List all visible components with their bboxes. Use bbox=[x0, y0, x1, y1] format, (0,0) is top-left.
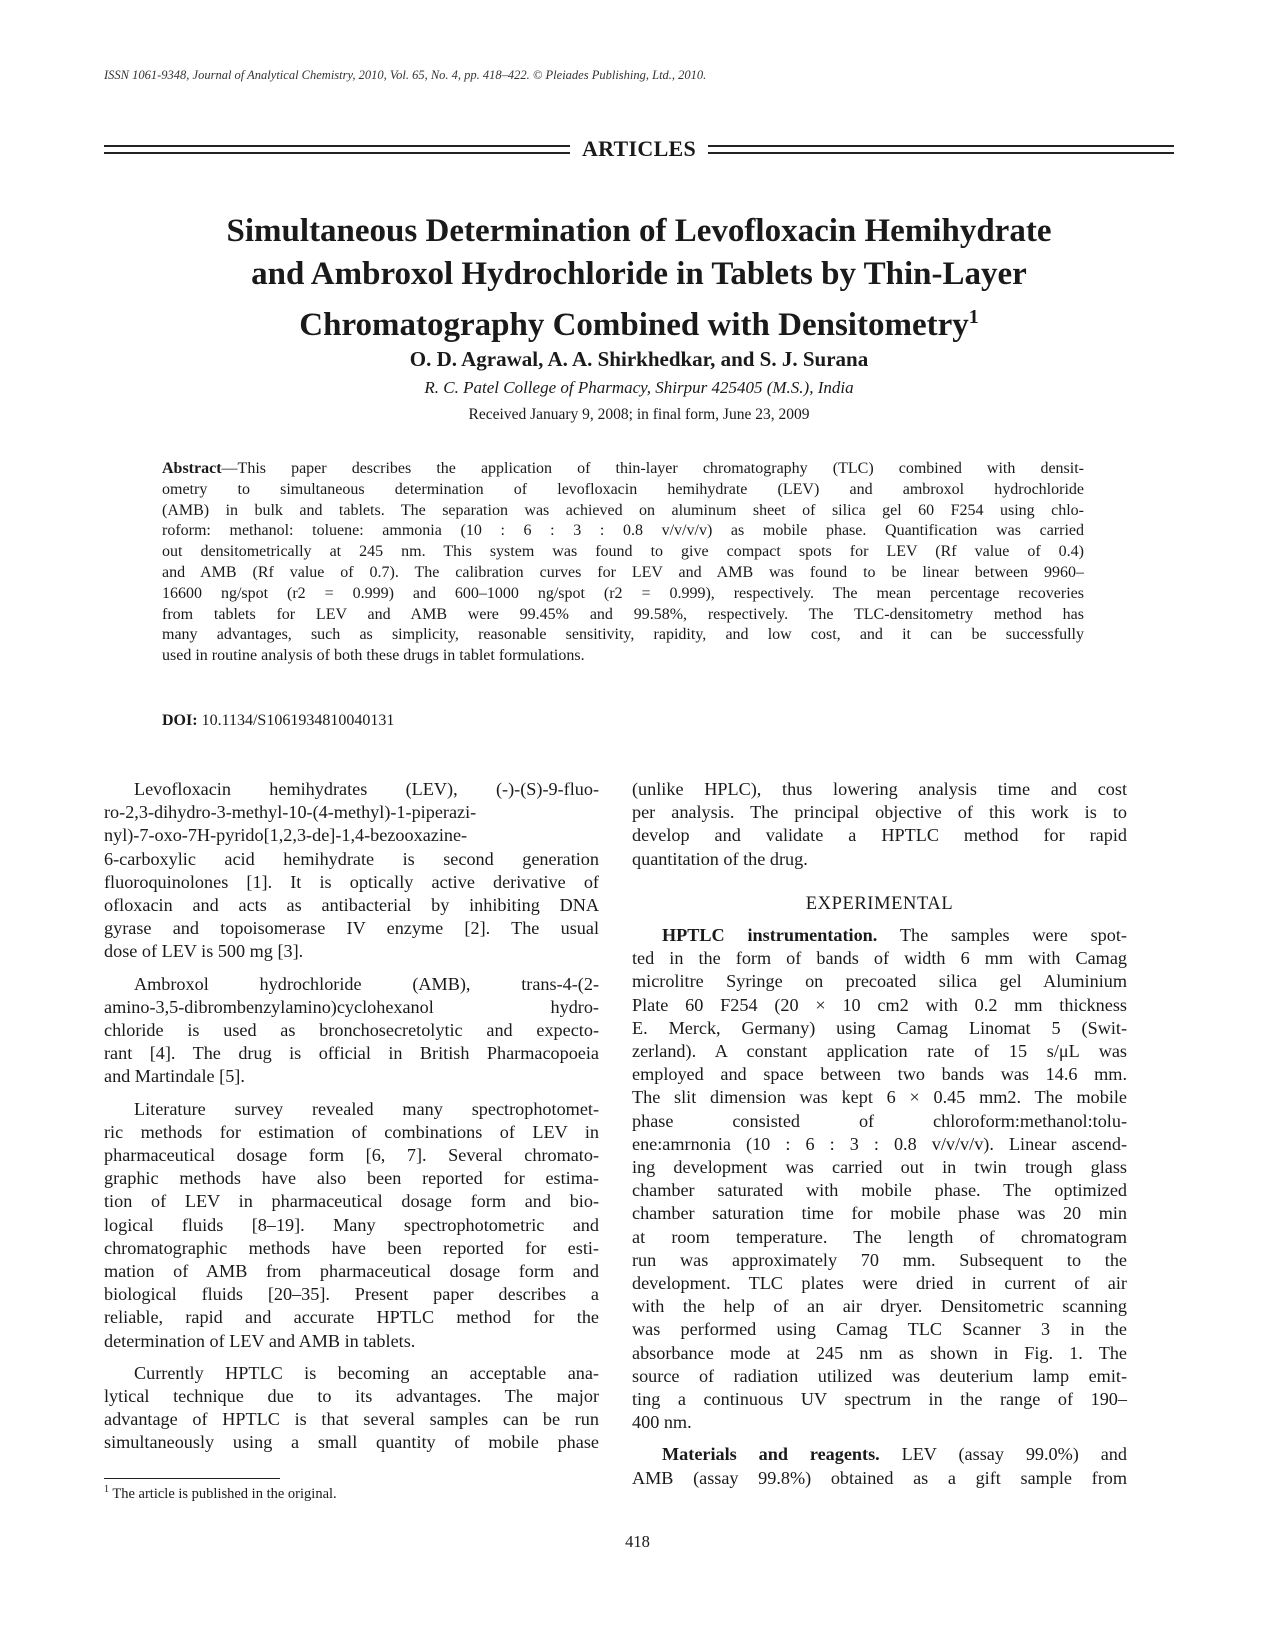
text-line: Literature survey revealed many spectrophotomet- bbox=[134, 1098, 599, 1119]
abstract-line: out densitometrically at 245 nm. This system was found to give compact spots for LEV (Rf value of 0.4) bbox=[162, 543, 1084, 561]
text-line: absorbance mode at 245 nm as shown in Fig. 1. The bbox=[632, 1342, 1127, 1363]
text-line: with the help of an air dryer. Densitometric scanning bbox=[632, 1296, 1127, 1317]
abstract-line: and AMB (Rf value of 0.7). The calibration curves for LEV and AMB was found to be linear between 9960– bbox=[162, 563, 1084, 581]
text-line: Ambroxol hydrochloride (AMB), trans-4-(2- bbox=[134, 973, 599, 994]
text-line: graphic methods have also been reported for estima- bbox=[104, 1168, 599, 1189]
abstract-line: 16600 ng/spot (r2 = 0.999) and 600–1000 ng/spot (r2 = 0.999), respectively. The mean percentage recoveries bbox=[162, 584, 1084, 602]
abstract bbox=[162, 459, 1084, 667]
text-line: ro-2,3-dihydro-3-methyl-10-(4-methyl)-1-piperazi- bbox=[104, 802, 477, 823]
abstract-line: Abstract—This paper describes the application of thin-layer chromatography (TLC) combined with densit- bbox=[162, 460, 1084, 477]
text-line: 6-carboxylic acid hemihydrate is second generation bbox=[104, 848, 599, 869]
running-header: ISSN 1061-9348, Journal of Analytical Chemistry, 2010, Vol. 65, No. 4, pp. 418–422. © Pleiades Publishing, Ltd., 2010. bbox=[104, 68, 707, 82]
text-line: Plate 60 F254 (20 × 10 cm2 with 0.2 mm thickness bbox=[632, 994, 1127, 1015]
footnote-text: The article is published in the original. bbox=[109, 1485, 337, 1502]
text-line: Levofloxacin hemihydrates (LEV), (-)-(S)-9-fluo- bbox=[134, 779, 599, 799]
text-line: was performed using Camag TLC Scanner 3 in the bbox=[632, 1319, 1127, 1340]
title-line: Chromatography Combined with Densitometry$^1$ bbox=[299, 306, 979, 343]
intro-paragraph-literature bbox=[104, 1098, 599, 1353]
title-line: Simultaneous Determination of Levofloxacin Hemihydrate bbox=[226, 213, 1052, 249]
intro-paragraph-levofloxacin bbox=[104, 778, 599, 964]
text-line: at room temperature. The length of chromatogram bbox=[632, 1226, 1127, 1247]
section-banner bbox=[104, 136, 1174, 162]
text-line: and Martindale [5]. bbox=[104, 1066, 245, 1087]
section-rule-left bbox=[104, 145, 570, 154]
doi-label: DOI: bbox=[162, 712, 198, 729]
text-line: lytical technique due to its advantages. The major bbox=[104, 1386, 599, 1407]
text-line: zerland). A constant application rate of 15 s/μL was bbox=[632, 1041, 1127, 1062]
text-line: chloride is used as bronchosecretolytic and expecto- bbox=[104, 1020, 599, 1041]
text-line: source of radiation utilized was deuterium lamp emit- bbox=[632, 1365, 1127, 1386]
text-line: amino-3,5-dibrombenzylamino)cyclohexanol hydro- bbox=[104, 996, 599, 1017]
section-rule-right bbox=[708, 145, 1174, 154]
footnote bbox=[104, 1484, 337, 1503]
paragraph-materials-reagents bbox=[632, 1443, 1127, 1489]
abstract-line: from tablets for LEV and AMB were 99.45% and 99.58%, respectively. The TLC-densitometry method has bbox=[162, 605, 1084, 623]
text-line: develop and validate a HPTLC method for rapid bbox=[632, 825, 1127, 846]
doi bbox=[162, 712, 394, 730]
text-line: per analysis. The principal objective of this work is to bbox=[632, 802, 1127, 823]
text-line: development. TLC plates were dried in current of air bbox=[632, 1273, 1127, 1294]
text-line: pharmaceutical dosage form [6, 7]. Several chromato- bbox=[104, 1145, 599, 1166]
left-column bbox=[104, 778, 599, 1464]
text-line: employed and space between two bands was 14.6 mm. bbox=[632, 1064, 1127, 1085]
intro-paragraph-continued bbox=[632, 778, 1127, 871]
text-line: ting a continuous UV spectrum in the range of 190– bbox=[632, 1389, 1127, 1410]
footnote-mark: 1 bbox=[104, 1484, 109, 1495]
text-line: gyrase and topoisomerase IV enzyme [2]. The usual bbox=[104, 918, 599, 939]
footnote-rule bbox=[104, 1478, 280, 1479]
text-line: ric methods for estimation of combinations of LEV in bbox=[104, 1121, 599, 1142]
text-line: biological fluids [20–35]. Present paper describes a bbox=[104, 1284, 599, 1305]
text-line: nyl)-7-oxo-7H-pyrido[1,2,3-de]-1,4-bezooxazine- bbox=[104, 825, 468, 846]
article-title bbox=[104, 210, 1174, 347]
text-line: microlitre Syringe on precoated silica gel Aluminium bbox=[632, 971, 1127, 992]
text-line: rant [4]. The drug is official in British Pharmacopoeia bbox=[104, 1043, 599, 1064]
received-dates: Received January 9, 2008; in final form, June 23, 2009 bbox=[468, 406, 810, 423]
text-line: The slit dimension was kept 6 × 0.45 mm2. The mobile bbox=[632, 1087, 1127, 1108]
text-line: chamber saturation time for mobile phase was 20 min bbox=[632, 1203, 1127, 1224]
text-line: chromatographic methods have been reported for esti- bbox=[104, 1237, 599, 1258]
text-line: ted in the form of bands of width 6 mm with Camag bbox=[632, 948, 1127, 969]
text-line: simultaneously using a small quantity of mobile phase bbox=[104, 1432, 599, 1453]
text-line: mation of AMB from pharmaceutical dosage form and bbox=[104, 1261, 599, 1282]
text-line: determination of LEV and AMB in tablets. bbox=[104, 1330, 416, 1351]
text-line: ene:amrnonia (10 : 6 : 3 : 0.8 v/v/v/v). Linear ascend- bbox=[632, 1133, 1127, 1154]
text-line: reliable, rapid and accurate HPTLC method for the bbox=[104, 1307, 599, 1328]
text-line: quantitation of the drug. bbox=[632, 848, 808, 869]
text-line: AMB (assay 99.8%) obtained as a gift sample from bbox=[632, 1467, 1127, 1488]
text-line: Materials and reagents. LEV (assay 99.0%) and bbox=[662, 1444, 1127, 1465]
abstract-line: roform: methanol: toluene: ammonia (10 : 6 : 3 : 0.8 v/v/v/v) as mobile phase. Quantification was carried bbox=[162, 522, 1084, 540]
text-line: logical fluids [8–19]. Many spectrophotometric and bbox=[104, 1214, 599, 1235]
text-line: (unlike HPLC), thus lowering analysis time and cost bbox=[632, 779, 1127, 799]
abstract-line: ometry to simultaneous determination of levofloxacin hemihydrate (LEV) and ambroxol hydrochloride bbox=[162, 480, 1084, 498]
text-line: run was approximately 70 mm. Subsequent to the bbox=[632, 1249, 1127, 1270]
text-line: ofloxacin and acts as antibacterial by inhibiting DNA bbox=[104, 895, 599, 916]
text-line: advantage of HPTLC is that several samples can be run bbox=[104, 1409, 599, 1430]
paragraph-heading: HPTLC instrumentation. bbox=[662, 925, 878, 946]
text-line: chamber saturated with mobile phase. The optimized bbox=[632, 1180, 1127, 1201]
text-line: tion of LEV in pharmaceutical dosage form and bio- bbox=[104, 1191, 599, 1212]
authors: O. D. Agrawal, A. A. Shirkhedkar, and S. J. Surana bbox=[409, 347, 869, 371]
affiliation: R. C. Patel College of Pharmacy, Shirpur 425405 (M.S.), India bbox=[424, 378, 854, 397]
abstract-line: (AMB) in bulk and tablets. The separation was achieved on aluminum sheet of silica gel 60 F254 using chlo- bbox=[162, 501, 1084, 519]
text-line: phase consisted of chloroform:methanol:tolu- bbox=[632, 1110, 1127, 1131]
paragraph-heading: Materials and reagents. bbox=[662, 1444, 880, 1465]
intro-paragraph-hptlc bbox=[104, 1362, 599, 1455]
section-label: ARTICLES bbox=[581, 136, 697, 161]
section-heading-experimental: EXPERIMENTAL bbox=[805, 893, 954, 914]
right-column bbox=[632, 778, 1127, 1499]
text-line: ing development was carried out in twin trough glass bbox=[632, 1157, 1127, 1178]
abstract-label: Abstract bbox=[162, 460, 222, 477]
title-footnote-mark: 1 bbox=[968, 306, 979, 328]
text-line: Currently HPTLC is becoming an acceptable ana- bbox=[134, 1362, 599, 1383]
abstract-line: used in routine analysis of both these drugs in tablet formulations. bbox=[162, 647, 585, 665]
abstract-line: many advantages, such as simplicity, reasonable sensitivity, rapidity, and low cost, and it can be successfully bbox=[162, 626, 1084, 644]
text-line: 400 nm. bbox=[632, 1412, 692, 1433]
intro-paragraph-ambroxol bbox=[104, 973, 599, 1089]
text-line: E. Merck, Germany) using Camag Linomat 5 (Swit- bbox=[632, 1017, 1127, 1038]
page-number: 418 bbox=[625, 1532, 650, 1551]
text-line: fluoroquinolones [1]. It is optically active derivative of bbox=[104, 871, 599, 892]
title-line: and Ambroxol Hydrochloride in Tablets by Thin-Layer bbox=[251, 256, 1027, 292]
text-line: HPTLC instrumentation. The samples were spot- bbox=[662, 925, 1127, 946]
text-line: dose of LEV is 500 mg [3]. bbox=[104, 941, 304, 962]
paragraph-hptlc-instrumentation bbox=[632, 924, 1127, 1434]
doi-link[interactable]: 10.1134/S1061934810040131 bbox=[201, 712, 395, 729]
